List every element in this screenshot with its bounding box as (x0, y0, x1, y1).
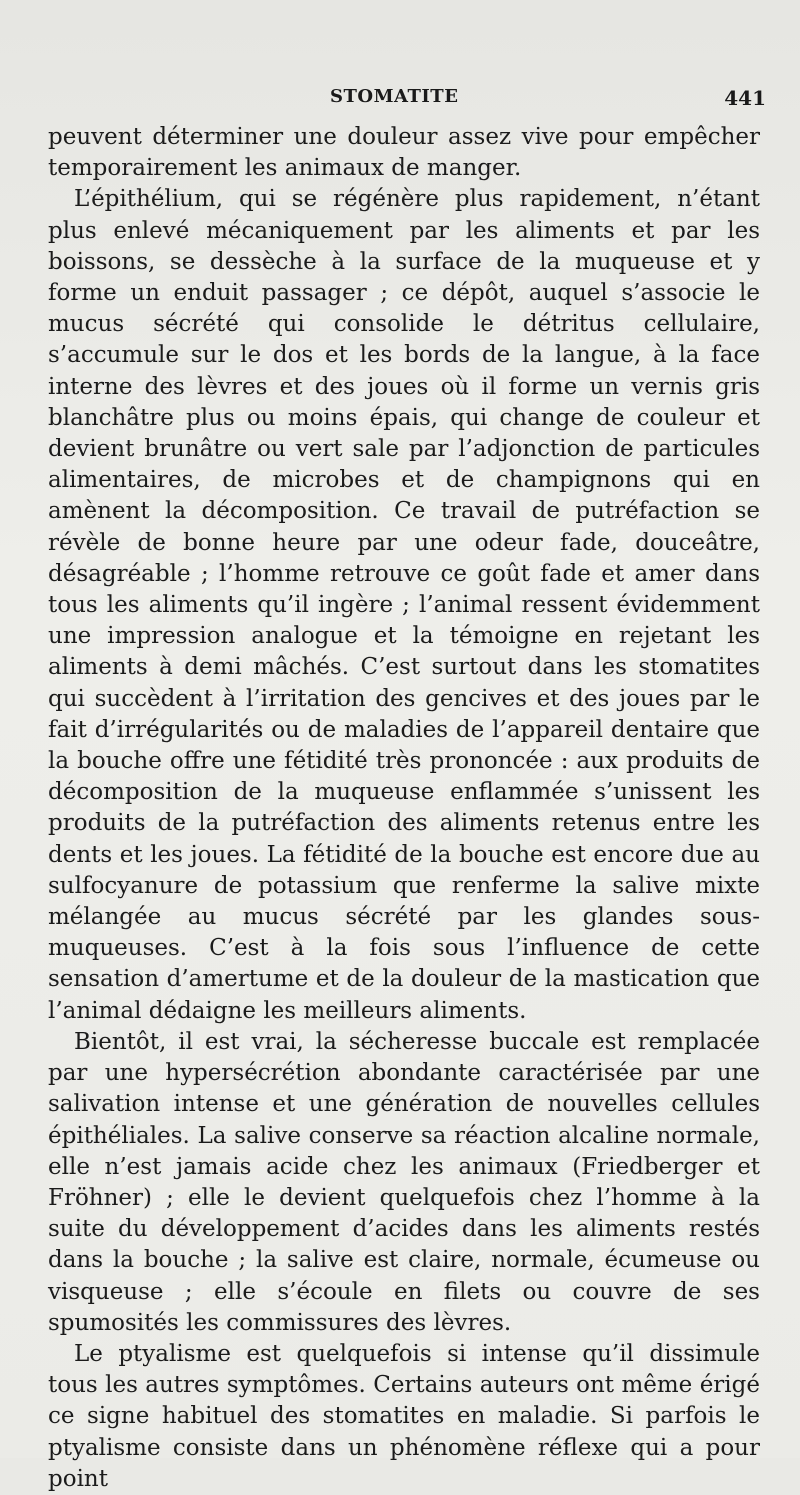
paragraph-ptyalisme: Le ptyalisme est quelquefois si intense qu’il dissimule tous les autres symptômes. Certains auteurs ont même érigé ce signe habituel des stomatites en maladie. Si parfois le ptyalisme consiste dans un phénomène réflexe qui a pour point (48, 1340, 760, 1492)
paragraph-continuation: peuvent déterminer une douleur assez vive pour empêcher temporairement les animaux de manger. (48, 124, 760, 182)
page-header (48, 86, 766, 116)
paragraph-epithelium: L’épithélium, qui se régénère plus rapidement, n’étant plus enlevé mécaniquement par les aliments et par les boissons, se dessèche à la surface de la muqueuse et y forme un enduit passager ; ce dépôt, auquel s’associe le mucus sécrété qui consolide le détritus cellulaire, s’accumule sur le dos et les bords de la langue, à la face interne des lèvres et des joues où il forme un vernis gris blanchâtre plus ou moins épais, qui change de couleur et devient brunâtre ou vert sale par l’adjonction de particules alimentaires, de microbes et de champignons qui en amènent la décomposition. Ce travail de putréfaction se révèle de bonne heure par une odeur fade, douceâtre, désagréable ; l’homme retrouve ce goût fade et amer dans tous les aliments qu’il ingère ; l’animal ressent évidemment une impression analogue et la témoigne en rejetant les aliments à demi mâchés. C’est surtout dans les stomatites qui succèdent à l’irritation des gencives et des joues par le fait d’irrégularités ou de maladies de l’appareil dentaire que la bouche offre une fétidité très prononcée : aux produits de décomposition de la muqueuse enflammée s’unissent les produits de la putréfaction des aliments retenus entre les dents et les joues. La fétidité de la bouche est encore due au sulfocyanure de potassium que renferme la salive mixte mélangée au mucus sécrété par les glandes sous-muqueuses. C’est à la fois sous l’influence de cette sensation d’amertume et de la douleur de la mastication que l’animal dédaigne les meilleurs aliments. (48, 186, 760, 1024)
body-text (48, 122, 760, 1495)
paragraph-salivation: Bientôt, il est vrai, la sécheresse buccale est remplacée par une hypersécrétion abondante caractérisée par une salivation intense et une génération de nouvelles cellules épithéliales. La salive conserve sa réaction alcaline normale, elle n’est jamais acide chez les animaux (Friedberger et Fröhner) ; elle le devient quelquefois chez l’homme à la suite du développement d’acides dans les aliments restés dans la bouche ; la salive est claire, normale, écumeuse ou visqueuse ; elle s’écoule en filets ou couvre de ses spumosités les commissures des lèvres. (48, 1028, 760, 1336)
running-title: STOMATITE (330, 86, 459, 107)
page-number: 441 (724, 86, 766, 110)
